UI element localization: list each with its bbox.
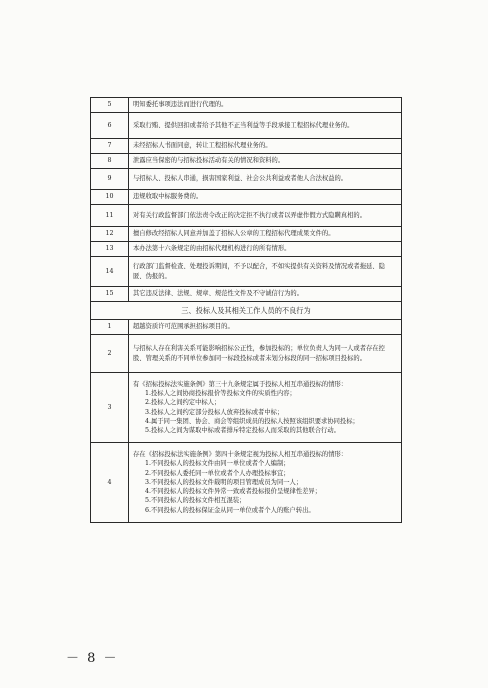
list-item: 3.投标人之间约定部分投标人放弃投标或者中标； bbox=[145, 408, 284, 416]
row-text: 行政部门监督检查、处理投诉期间，不予以配合，不如实提供有关资料及情况或者拖延、隐匿、伪报的。 bbox=[129, 257, 402, 287]
row-text bbox=[129, 443, 402, 523]
row-text: 采取行贿、提供回扣或者给予其他不正当利益等手段承接工程招标代理业务的。 bbox=[129, 113, 402, 139]
section-title: 三、投标人及其相关工作人员的不良行为 bbox=[91, 302, 402, 320]
list-item: 2.不同投标人委托同一单位或者个人办理投标事宜； bbox=[145, 469, 290, 477]
table-row bbox=[91, 113, 402, 139]
table-row bbox=[91, 205, 402, 227]
row-text: 其它违反法律、法规、规章、规范性文件及不守诚信行为的。 bbox=[129, 287, 402, 302]
row-number: 9 bbox=[91, 169, 129, 190]
row-number: 14 bbox=[91, 257, 129, 287]
row-text: 擅自修改经招标人同意并加盖了招标人公章的工程招标代理成果文件的。 bbox=[129, 227, 402, 242]
table-row bbox=[91, 335, 402, 373]
row-text: 违规收取中标服务费的。 bbox=[129, 190, 402, 205]
misconduct-table bbox=[90, 97, 402, 523]
table-row bbox=[91, 98, 402, 113]
table-row bbox=[91, 242, 402, 257]
table-row bbox=[91, 227, 402, 242]
row-intro: 存在《招标投标法实施条例》第四十条规定视为投标人相互串通投标的情形： bbox=[133, 450, 348, 458]
page-number: － 8 － bbox=[66, 651, 119, 666]
row-text: 明知委托事项违法而进行代理的。 bbox=[129, 98, 402, 113]
list-item: 2.投标人之间约定中标人； bbox=[145, 399, 221, 407]
row-number: 15 bbox=[91, 287, 129, 302]
table-row bbox=[91, 154, 402, 169]
row-text: 与招标人、投标人串通，损害国家利益、社会公共利益或者他人合法权益的。 bbox=[129, 169, 402, 190]
row-number: 5 bbox=[91, 98, 129, 113]
list-item: 5.投标人之间为谋取中标或者排斥特定投标人而采取的其他联合行动。 bbox=[145, 427, 340, 435]
row-text bbox=[129, 373, 402, 443]
list-item: 3.不同投标人的投标文件载明的项目管理成员为同一人； bbox=[145, 478, 303, 486]
row-text: 对有关行政监督部门依法责令改正的决定拒不执行或者以弄虚作假方式隐瞒真相的。 bbox=[129, 205, 402, 227]
row-number: 6 bbox=[91, 113, 129, 139]
row-number: 4 bbox=[91, 443, 129, 523]
row-number: 1 bbox=[91, 320, 129, 335]
list-item: 4.不同投标人的投标文件异常一致或者投标报价呈规律性差异； bbox=[145, 488, 322, 496]
table-row bbox=[91, 139, 402, 154]
row-number: 3 bbox=[91, 373, 129, 443]
row-text: 与招标人存在利害关系可能影响招标公正性，参加投标的；单位负责人为同一人或者存在控股、管理关系的不同单位参加同一标段投标或者未划分标段的同一招标项目投标的。 bbox=[129, 335, 402, 373]
table-row bbox=[91, 373, 402, 443]
list-item: 1.投标人之间协商投标报价等投标文件的实质性内容； bbox=[145, 389, 296, 397]
table-row bbox=[91, 190, 402, 205]
row-number: 12 bbox=[91, 227, 129, 242]
row-intro: 有《招标投标法实施条例》第三十九条规定属于投标人相互串通投标的情形： bbox=[133, 380, 348, 388]
table-row bbox=[91, 287, 402, 302]
row-number: 2 bbox=[91, 335, 129, 373]
section-header-row bbox=[91, 302, 402, 320]
row-text: 超越资质许可范围承担招标项目的。 bbox=[129, 320, 402, 335]
list-item: 6.不同投标人的投标保证金从同一单位或者个人的账户转出。 bbox=[145, 506, 315, 514]
row-text: 未经招标人书面同意，转让工程招标代理业务的。 bbox=[129, 139, 402, 154]
row-text: 本办法第十六条规定的由招标代理机构进行的所有情形。 bbox=[129, 242, 402, 257]
row-number: 7 bbox=[91, 139, 129, 154]
list-item: 1.不同投标人的投标文件由同一单位或者个人编制； bbox=[145, 460, 290, 468]
row-text: 泄露应当保密的与招标投标活动有关的情况和资料的。 bbox=[129, 154, 402, 169]
table-row bbox=[91, 257, 402, 287]
row-number: 8 bbox=[91, 154, 129, 169]
table-row bbox=[91, 169, 402, 190]
list-item: 4.属于同一集团、协会、商会等组织成员的投标人按照该组织要求协同投标； bbox=[145, 417, 359, 425]
list-item: 5.不同投标人的投标文件相互混装； bbox=[145, 497, 246, 505]
table-row bbox=[91, 320, 402, 335]
row-number: 10 bbox=[91, 190, 129, 205]
table-row bbox=[91, 443, 402, 523]
row-number: 11 bbox=[91, 205, 129, 227]
row-number: 13 bbox=[91, 242, 129, 257]
